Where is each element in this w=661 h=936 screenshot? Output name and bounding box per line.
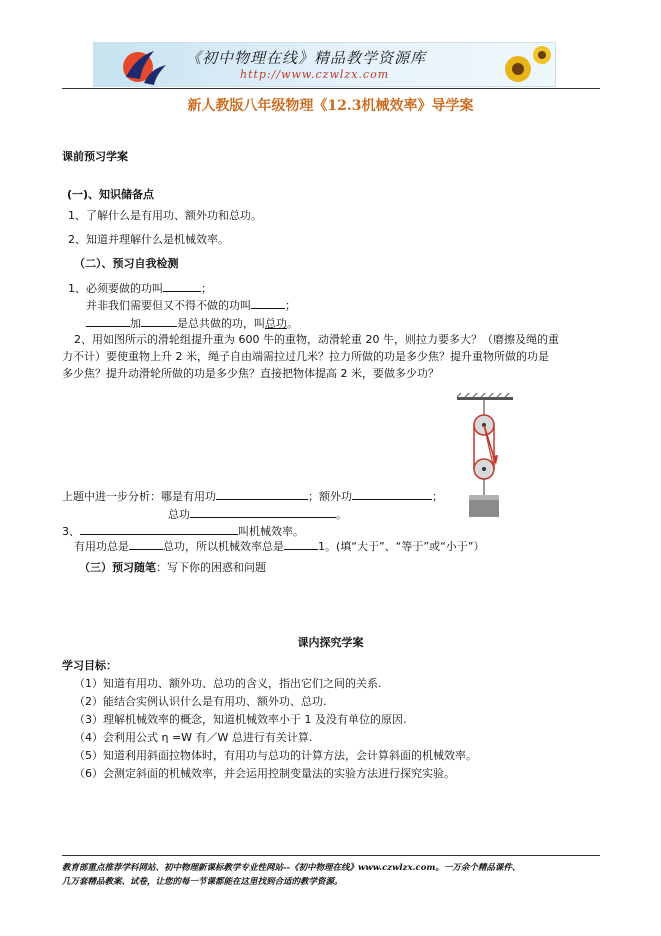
banner-url[interactable]: http://www.czwlzx.com bbox=[240, 68, 390, 81]
footer-line: 教育部重点推荐学科网站、初中物理新课标教学专业性网站--《初中物理在线》www.czwlzx.com。一万余个精品课件、 bbox=[62, 863, 521, 873]
q3b-pre: 有用功总是 bbox=[74, 540, 129, 553]
blank-compare-1[interactable] bbox=[129, 538, 163, 550]
q1-b-text: 并非我们需要但又不得不做的功叫 bbox=[86, 299, 251, 312]
q2-line: 力不计）要使重物上升 2 米，绳子自由端需拉过几米？拉力所做的功是多少焦？提升重物所做的功是 bbox=[62, 350, 549, 363]
blank-total[interactable] bbox=[190, 506, 336, 518]
blank-analysis-extra[interactable] bbox=[352, 488, 432, 500]
q1-c-mid2: 是总共做的功，叫 bbox=[177, 317, 265, 330]
blank-compare-2[interactable] bbox=[284, 538, 318, 550]
q1-a-punct: ； bbox=[201, 282, 212, 295]
goal-item: （3）理解机械效率的概念，知道机械效率小于 1 及没有单位的原因. bbox=[74, 713, 407, 726]
q1-line-c bbox=[86, 315, 298, 331]
header-divider bbox=[62, 88, 600, 89]
q3-text: 叫机械效率。 bbox=[238, 525, 304, 538]
section3-heading: （三）预习随笔 bbox=[79, 561, 156, 574]
page-title: 新人教版八年级物理《12.3机械效率》导学案 bbox=[187, 98, 474, 114]
in-class-heading: 课内探究学案 bbox=[297, 636, 364, 649]
section1-item: 2、知道并理解什么是机械效率。 bbox=[68, 233, 229, 246]
footer-line: 几万套精品教案、试卷，让您的每一节课都能在这里找到合适的教学资源。 bbox=[62, 877, 343, 887]
blank-c2[interactable] bbox=[141, 315, 177, 327]
section3-text: ：写下你的困惑和问题 bbox=[156, 561, 266, 574]
section1-heading: (一)、知识储备点 bbox=[67, 188, 155, 201]
goal-item: （1）知道有用功、额外功、总功的含义，指出它们之间的关系. bbox=[74, 677, 382, 690]
section1-item: 1、了解什么是有用功、额外功和总功。 bbox=[68, 209, 262, 222]
q1-line-b bbox=[86, 297, 296, 313]
blank-extra-work[interactable] bbox=[251, 297, 285, 309]
pre-class-heading: 课前预习学案 bbox=[62, 150, 128, 163]
section3-line bbox=[79, 561, 266, 575]
q3-num: 3、 bbox=[62, 525, 80, 538]
q1-a-text: 1、必须要做的功叫 bbox=[68, 282, 163, 295]
total-end: 。 bbox=[336, 508, 347, 521]
banner-slogan: 《初中物理在线》精品教学资源库 bbox=[186, 49, 427, 67]
goal-item: （2）能结合实例认识什么是有用功、额外功、总功. bbox=[74, 695, 327, 708]
q1-b-punct: ； bbox=[285, 299, 296, 312]
q1-c-end: 。 bbox=[287, 317, 298, 330]
q3-line bbox=[62, 523, 304, 539]
total-label: 总功 bbox=[168, 508, 190, 521]
q3b-line bbox=[74, 538, 484, 554]
analysis-mid: ；额外功 bbox=[308, 490, 352, 503]
analysis-text: 上题中进一步分析：哪是有用功 bbox=[62, 490, 216, 503]
goal-item: （4）会利用公式 η =W 有／W 总进行有关计算. bbox=[74, 731, 313, 744]
q2-line: 2、用如图所示的滑轮组提升重为 600 牛的重物，动滑轮重 20 牛，则拉力要多大？（磨擦及绳的重 bbox=[74, 333, 559, 346]
analysis-end: ； bbox=[432, 490, 443, 503]
q1-line-a bbox=[68, 280, 212, 296]
goals-heading: 学习目标： bbox=[62, 659, 117, 672]
blank-c1[interactable] bbox=[86, 315, 130, 327]
blank-analysis-useful[interactable] bbox=[216, 488, 308, 500]
q2-line: 多少焦？提升动滑轮所做的功是多少焦？直接把物体提高 2 米，要做多少功？ bbox=[62, 367, 439, 380]
q1-c-term: 总功 bbox=[265, 317, 287, 330]
pulley-diagram bbox=[455, 393, 517, 517]
sunflower-image bbox=[494, 43, 554, 86]
blank-useful-work[interactable] bbox=[163, 280, 201, 292]
site-logo bbox=[114, 43, 174, 86]
q3b-mid: 总功，所以机械效率总是 bbox=[163, 540, 284, 553]
goal-item: （5）知道利用斜面拉物体时，有用功与总功的计算方法，会计算斜面的机械效率。 bbox=[74, 749, 477, 762]
site-banner bbox=[93, 42, 556, 87]
analysis-total-line bbox=[168, 506, 347, 522]
q3b-post: 1。(填“大于”、“等于”或“小于”） bbox=[318, 540, 485, 553]
analysis-line bbox=[62, 488, 443, 504]
q1-c-mid1: 加 bbox=[130, 317, 141, 330]
section2-heading: （二）、预习自我检测 bbox=[74, 257, 179, 270]
goal-item: （6）会测定斜面的机械效率，并会运用控制变量法的实验方法进行探究实验。 bbox=[74, 767, 455, 780]
footer-divider bbox=[62, 855, 600, 856]
blank-efficiency-def[interactable] bbox=[80, 523, 238, 535]
